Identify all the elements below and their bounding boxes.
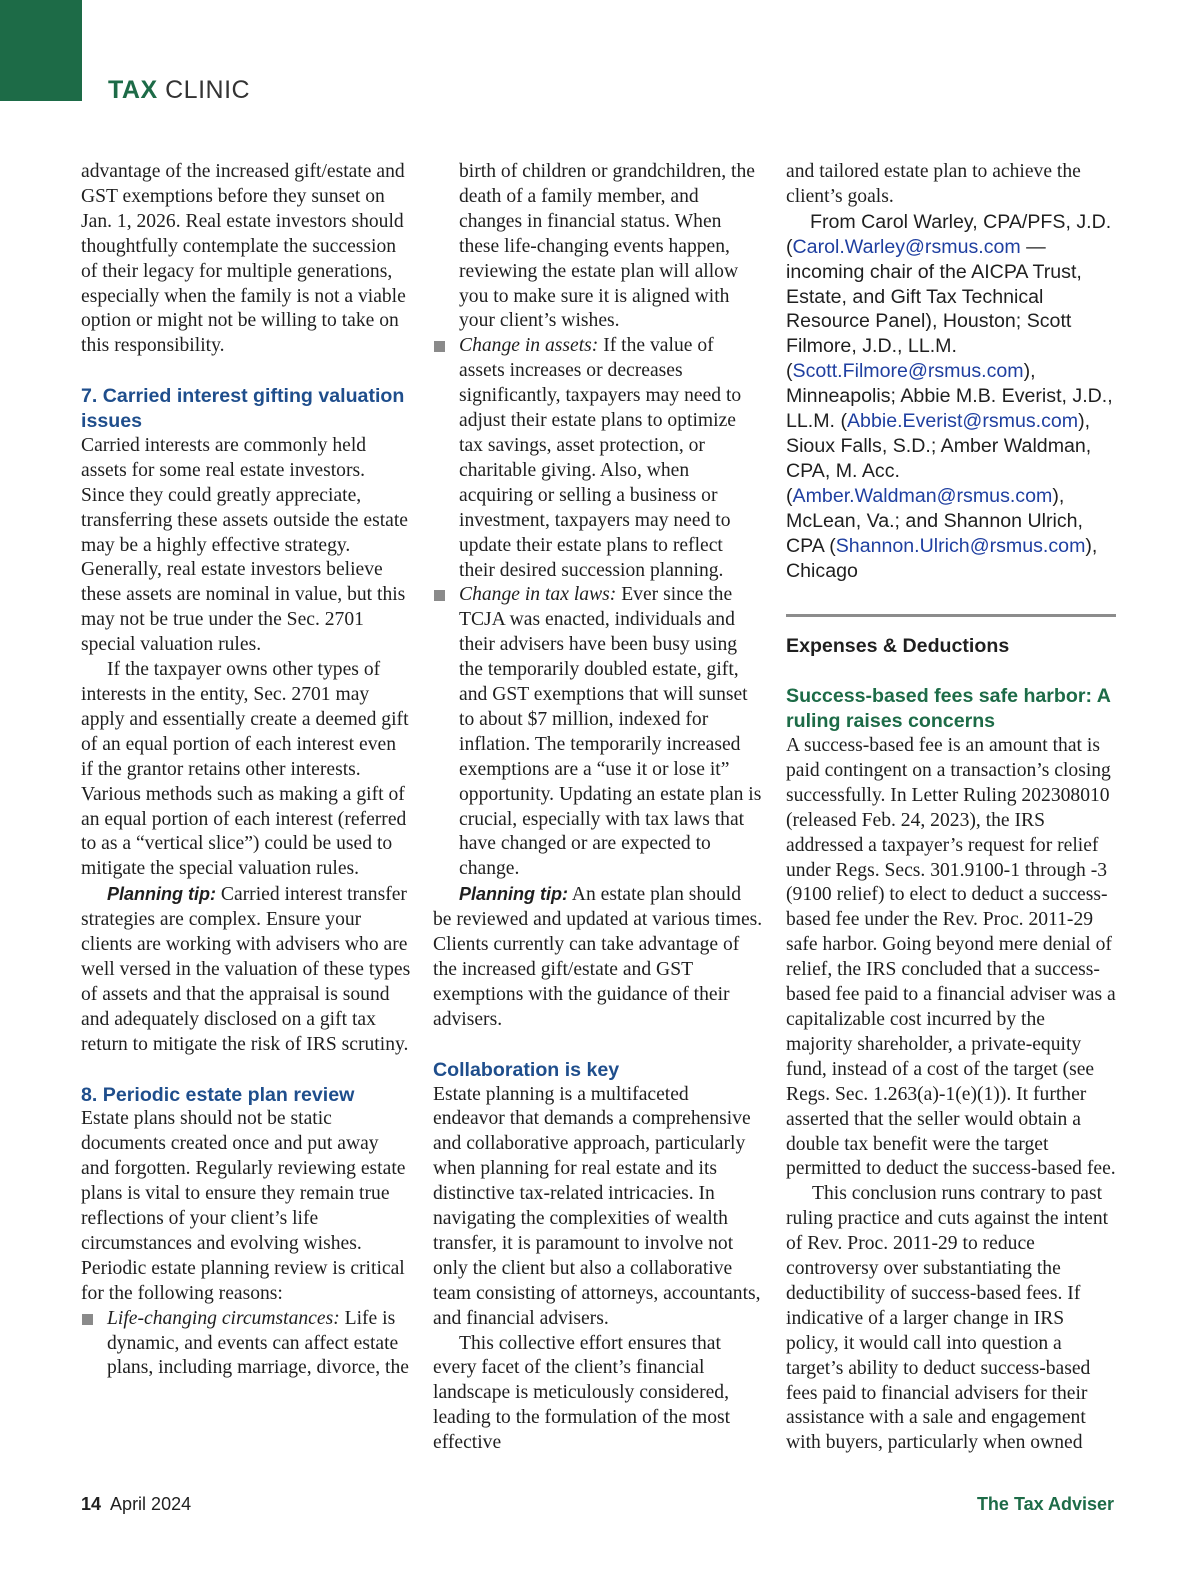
- article-title: Success-based fees safe harbor: A ruling raises concerns: [786, 685, 1111, 733]
- column-3: [786, 160, 1116, 1456]
- bullet-square-icon: [82, 1314, 93, 1325]
- contrib-text: ), Minneapolis; Abbie M.B. Everist, J.D., LL.M. (: [786, 360, 1113, 433]
- paragraph: Estate plans should not be static documents created once and put away and forgotten. Regularly reviewing estate plans is vital to ensure they remain true reflections of your client’s life circumstances and evolving wishes. Periodic estate planning review is critical for the following reasons:: [81, 1108, 406, 1304]
- planning-tip-text: An estate plan should be reviewed and updated at various times. Clients currently can take advantage of the increased gift/estate and GST exemptions with the guidance of their advisers.: [433, 884, 763, 1030]
- email-link[interactable]: Amber.Waldman@rsmus.com: [792, 484, 1053, 507]
- section-heading: Expenses & Deductions: [786, 635, 1010, 658]
- column-2: [433, 160, 763, 1456]
- bullet-item: [81, 1307, 411, 1382]
- email-link[interactable]: Shannon.Ulrich@rsmus.com: [835, 534, 1086, 557]
- bullet-text: Life is dynamic, and events can affect estate plans, including marriage, divorce, the: [107, 1307, 409, 1379]
- paragraph: and tailored estate plan to achieve the client’s goals.: [786, 161, 1081, 207]
- publication-name: The Tax Adviser: [976, 1494, 1114, 1514]
- planning-tip-text: Carried interest transfer strategies are complex. Ensure your clients are working with advisers who are well versed in the valuation of these types of assets and that the appraisal is sound and adequately disclosed on a gift tax return to mitigate the risk of IRS scrutiny.: [81, 884, 411, 1055]
- bullet-text: Ever since the TCJA was enacted, individuals and their advisers have been busy using the temporarily doubled estate, gift, and GST exemptions that will sunset to about $7 million, indexed for inflation. The temporarily increased exemptions are a “use it or lose it” opportunity. Updating an estate plan is crucial, especially with tax laws that have changed or are expected to change.: [459, 584, 762, 880]
- paragraph: advantage of the increased gift/estate and GST exemptions before they sunset on Jan. 1, 2026. Real estate investors should thoughtfully contemplate the succession of their legacy for multiple generations, especially when the family is not a viable option or might not be willing to take on this responsibility.: [81, 161, 406, 357]
- section-tag: [108, 76, 250, 105]
- heading-7: 7. Carried interest gifting valuation issues: [81, 385, 405, 433]
- contributors: [786, 210, 1116, 584]
- section-tag-bold: TAX: [108, 76, 158, 104]
- contrib-text: ), McLean, Va.; and Shannon Ulrich, CPA (: [786, 484, 1083, 557]
- bullet-square-icon: [434, 341, 445, 352]
- planning-tip: [81, 882, 411, 1057]
- paragraph: This collective effort ensures that every facet of the client’s financial landscape is meticulously considered, leading to the formulation of the most effective: [433, 1332, 731, 1454]
- issue-date: April 2024: [110, 1494, 192, 1514]
- paragraph: A success-based fee is an amount that is paid contingent on a transaction’s closing successfully. In Letter Ruling 202308010 (released Feb. 24, 2023), the IRS addressed a taxpayer’s request for relief under Regs. Secs. 301.9100-1 through -3 (9100 relief) to elect to deduct a success-based fee under the Rev. Proc. 2011-29 safe harbor. Going beyond mere denial of relief, the IRS concluded that a success-based fee paid to a financial adviser was a capitalizable cost incurred by the majority shareholder, a private-equity fund, instead of a cost of the target (see Regs. Sec. 1.263(a)-1(e)(1)). It further asserted that the seller would obtain a double tax benefit were the target permitted to deduct the success-based fee.: [786, 735, 1116, 1180]
- planning-tip-label: Planning tip:: [107, 884, 216, 905]
- section-tag-light: CLINIC: [165, 76, 251, 104]
- email-link[interactable]: Abbie.Everist@rsmus.com: [846, 410, 1079, 433]
- paragraph: If the taxpayer owns other types of interests in the entity, Sec. 2701 may apply and essentially create a deemed gift of an equal portion of each interest even if the grantor retains other interests. Various methods such as making a gift of an equal portion of each interest (referred to as a “vertical slice”) could be used to mitigate the special valuation rules.: [81, 659, 409, 880]
- paragraph: Estate planning is a multifaceted endeavor that demands a comprehensive and collaborative approach, particularly when planning for real estate and its distinctive tax-related intricacies. In navigating the complexities of wealth transfer, it is paramount to involve not only the client but also a collaborative team consisting of attorneys, accountants, and financial advisers.: [433, 1083, 761, 1329]
- brand-color-block: [0, 0, 82, 101]
- column-1: [81, 160, 411, 1381]
- page-number: 14: [81, 1494, 102, 1514]
- heading-8: 8. Periodic estate plan review: [81, 1083, 355, 1106]
- contrib-text: From Carol Warley, CPA/PFS, J.D. (: [786, 210, 1112, 258]
- email-link[interactable]: Carol.Warley@rsmus.com: [792, 235, 1021, 258]
- bullet-item: [433, 334, 763, 583]
- bullet-continuation: birth of children or grandchildren, the death of a family member, and changes in financial status. When these life-changing events happen, reviewing the estate plan will allow you to make sure it is aligned with your client’s wishes.: [459, 161, 755, 332]
- planning-tip-label: Planning tip:: [459, 884, 568, 905]
- contrib-text: ), Sioux Falls, S.D.; Amber Waldman, CPA, M. Acc. (: [786, 410, 1092, 507]
- paragraph: This conclusion runs contrary to past ruling practice and cuts against the intent of Rev. Proc. 2011-29 to reduce controversy over substantiating the deductibility of success-based fees. If indicative of a larger change in IRS policy, it would call into question a target’s ability to deduct success-based fees paid to financial advisers for their assistance with a sale and engagement with buyers, particularly when owned: [786, 1183, 1109, 1454]
- email-link[interactable]: Scott.Filmore@rsmus.com: [792, 360, 1024, 383]
- bullet-label: Life-changing circumstances:: [107, 1307, 340, 1329]
- bullet-label: Change in assets:: [459, 335, 599, 357]
- contrib-text: — incoming chair of the AICPA Trust, Estate, and Gift Tax Technical Resource Panel), Houston; Scott Filmore, J.D., LL.M. (: [786, 235, 1082, 383]
- bullet-item: [433, 583, 763, 882]
- bullet-square-icon: [434, 590, 445, 601]
- bullet-text: If the value of assets increases or decreases significantly, taxpayers may need to adjust their estate plans to optimize tax savings, asset protection, or charitable giving. Also, when acquiring or selling a business or investment, taxpayers may need to update their estate plans to reflect their desired succession planning.: [459, 335, 742, 581]
- bullet-label: Change in tax laws:: [459, 584, 617, 606]
- footer-folio: [81, 1494, 191, 1515]
- heading-collaboration: Collaboration is key: [433, 1058, 620, 1081]
- contrib-text: ), Chicago: [786, 534, 1098, 582]
- planning-tip: [433, 882, 763, 1032]
- paragraph: Carried interests are commonly held assets for some real estate investors. Since they could greatly appreciate, transferring these assets outside the estate may be a highly effective strategy. Generally, real estate investors believe these assets are nominal in value, but this may not be true under the Sec. 2701 special valuation rules.: [81, 434, 408, 656]
